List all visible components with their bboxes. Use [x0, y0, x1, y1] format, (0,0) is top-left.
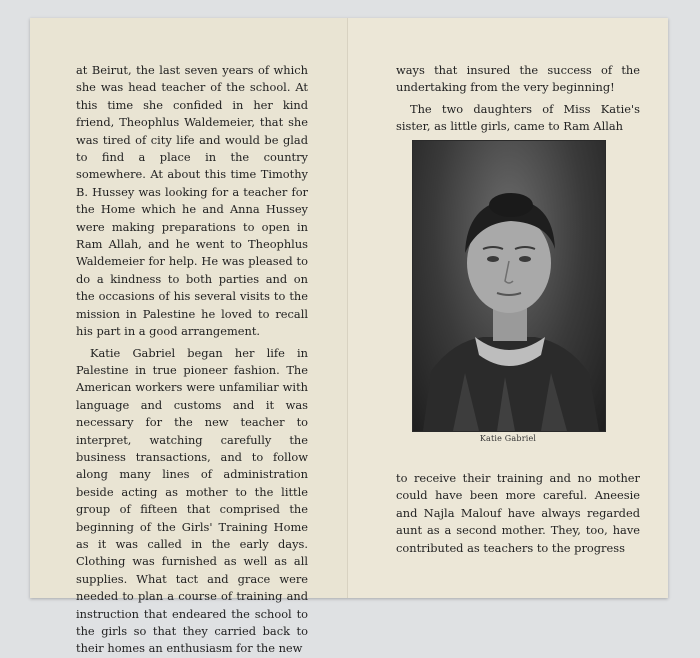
- right-page-text-top: [396, 62, 640, 136]
- portrait-illustration: [413, 141, 605, 431]
- open-booklet: [30, 18, 668, 656]
- photo-caption: Katie Gabriel: [479, 434, 537, 443]
- left-page-text: [76, 62, 308, 658]
- right-paragraph-3: to receive their training and no mother could have been more careful. Aneesie and Najla Malouf have always regarded aunt as a second mother. They, too, have contributed as teachers to the progress: [396, 471, 640, 555]
- left-paragraph-1: at Beirut, the last seven years of which she was head teacher of the school. At this time she confided in her kind friend, Theophlus Waldemeier, that she was tired of city life and would be glad to find a place in the country somewhere. At about this time Timothy B. Hussey was looking for a teacher for the Home which he and Anna Hussey were making preparations to open in Ram Allah, and he went to Theophlus Waldemeier for help. He was pleased to do a kindness to both parties and on the occasions of his several visits to the mission in Palestine he loved to recall his part in a good arrangement.: [76, 63, 308, 339]
- portrait-photo: [412, 140, 606, 432]
- left-paragraph-2: Katie Gabriel began her life in Palestine in true pioneer fashion. The American workers were unfamiliar with language and customs and it was necessary for the new teacher to interpret, watching carefully the business transactions, and to follow along many lines of administration beside acting as mother to the little group of fifteen that comprised the beginning of the Girls' Training Home as it was called in the early days. Clothing was furnished as well as all supplies. What tact and grace were needed to plan a course of training and instruction that endeared the school to the girls so that they carried back to their homes an enthusiasm for the new: [76, 345, 308, 656]
- right-page-text-bottom: [396, 470, 640, 557]
- right-paragraph-2: The two daughters of Miss Katie's sister, as little girls, came to Ram Allah: [396, 101, 640, 134]
- right-paragraph-1: ways that insured the success of the undertaking from the very beginning!: [396, 63, 640, 95]
- left-page: [30, 18, 348, 656]
- right-page: [348, 18, 668, 598]
